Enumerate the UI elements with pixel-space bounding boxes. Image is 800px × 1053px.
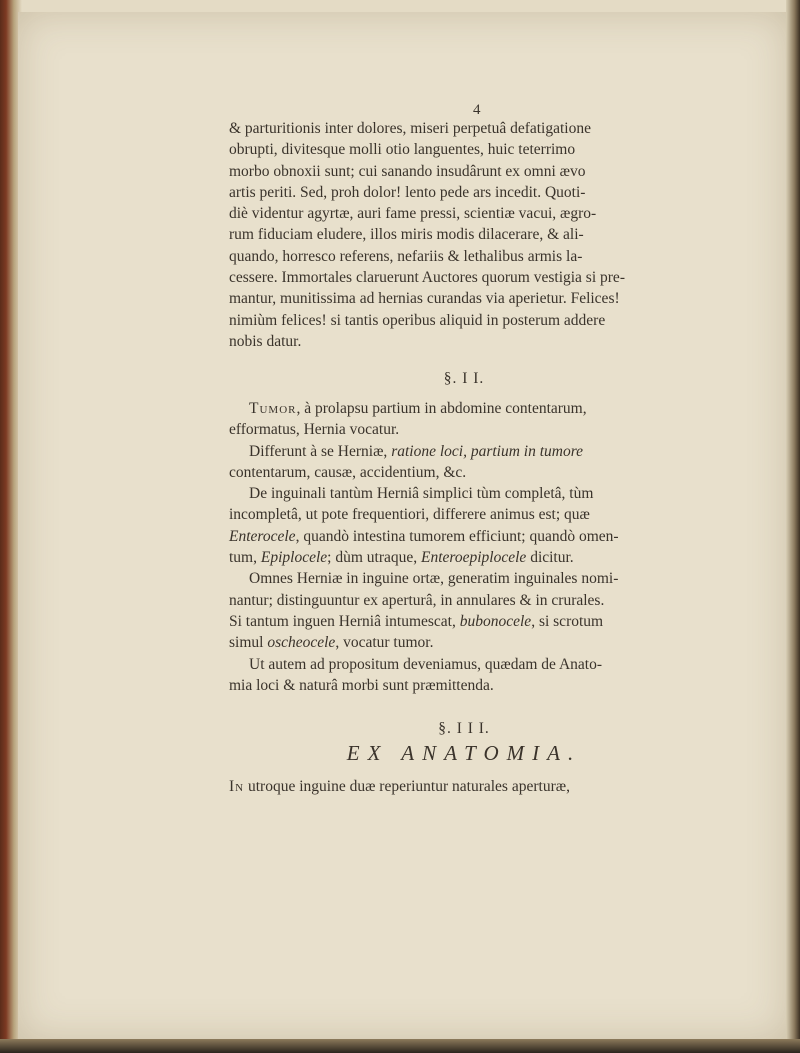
text-line: mia loci & naturâ morbi sunt præmittenda.	[229, 676, 494, 694]
scan-bottom-edge	[0, 1039, 800, 1053]
text-line: cessere. Immortales claruerunt Auctores quorum vestigia si pre-	[229, 269, 625, 287]
text-line: artis periti. Sed, proh dolor! lento pede ars incedit. Quoti-	[229, 183, 586, 201]
drop-word: Tumor	[249, 400, 297, 417]
text-line: diè videntur agyrtæ, auri fame pressi, scientiæ vacui, ægro-	[229, 205, 597, 223]
section-number-3: §. I I I.	[438, 720, 490, 737]
paragraph-3	[229, 776, 699, 797]
drop-word: In	[229, 778, 245, 795]
text-line: Enterocele, quandò intestina tumorem efficiunt; quandò omen-	[229, 527, 619, 545]
text-line: rum fiduciam eludere, illos miris modis dilacerare, & ali-	[229, 226, 584, 244]
text-line: incompletâ, ut pote frequentiori, differere animus est; quæ	[229, 506, 590, 524]
text-line: Ut autem ad propositum deveniamus, quædam de Anato-	[249, 655, 602, 673]
text-line: Si tantum inguen Herniâ intumescat, bubonocele, si scrotum	[229, 612, 604, 630]
text-line: nimiùm felices! si tantis operibus aliquid in posterum addere	[229, 311, 606, 329]
text-line: nobis datur.	[229, 332, 302, 350]
paragraph-1	[229, 118, 699, 352]
section-heading: EX ANATOMIA.	[346, 741, 582, 765]
text-line: morbo obnoxii sunt; cui sanando insudârunt ex omni ævo	[229, 162, 586, 180]
text-line: nantur; distinguuntur ex aperturâ, in annulares & in crurales.	[229, 591, 605, 609]
text-line: contentarum, causæ, accidentium, &c.	[229, 463, 467, 481]
book-edge	[786, 0, 800, 1053]
text-line: quando, horresco referens, nefariis & lethalibus armis la-	[229, 247, 583, 265]
text-line: simul oscheocele, vocatur tumor.	[229, 634, 434, 652]
section-number-2: §. I I.	[443, 370, 485, 387]
text-line: mantur, munitissima ad hernias curandas via aperietur. Felices!	[229, 290, 620, 308]
text-line: Differunt à se Herniæ, ratione loci, partium in tumore	[249, 442, 584, 460]
text-line: Omnes Herniæ in inguine ortæ, generatim inguinales nomi-	[249, 570, 619, 588]
text-line: Tumor, à prolapsu partium in abdomine contentarum,	[249, 400, 587, 417]
text-line: & parturitionis inter dolores, miseri perpetuâ defatigatione	[229, 120, 591, 137]
text-line: obrupti, divitesque molli otio languentes, huic teterrimo	[229, 141, 576, 159]
paragraph-2	[229, 398, 699, 696]
text-line: efformatus, Hernia vocatur.	[229, 421, 400, 439]
text-line: De inguinali tantùm Herniâ simplici tùm completâ, tùm	[249, 485, 594, 503]
text-line: tum, Epiplocele; dùm utraque, Enteroepiplocele dicitur.	[229, 549, 574, 567]
text-line: In utroque inguine duæ reperiuntur naturales aperturæ,	[229, 778, 570, 795]
page-number: 4	[473, 102, 481, 118]
